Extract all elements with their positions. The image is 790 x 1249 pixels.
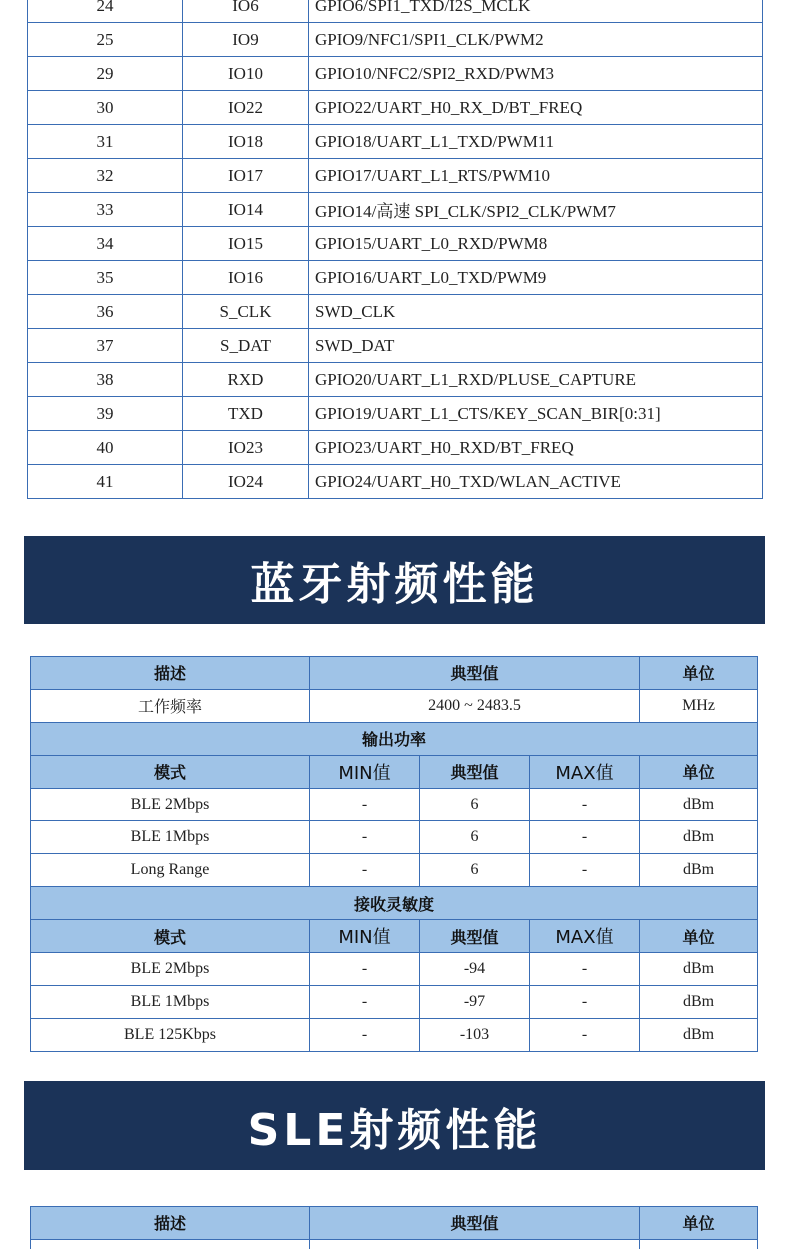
pin-number: 30 [28, 91, 183, 125]
tx-min: - [310, 788, 420, 821]
sle-header-typical: 典型值 [310, 1207, 640, 1240]
tx-unit: dBm [640, 854, 758, 887]
rx-header-unit: 单位 [640, 920, 758, 953]
pin-function: GPIO14/高速 SPI_CLK/SPI2_CLK/PWM7 [309, 193, 763, 227]
sle-cell [640, 1239, 758, 1249]
pin-number: 36 [28, 295, 183, 329]
ble-rf-section-title: 蓝牙射频性能 [250, 559, 539, 610]
tx-header-max: MAX值 [530, 755, 640, 788]
pin-number: 33 [28, 193, 183, 227]
tx-power-title: 输出功率 [31, 722, 758, 755]
pin-name: IO18 [183, 125, 309, 159]
sle-rf-section-title: SLE射频性能 [247, 1104, 542, 1156]
rx-header-min: MIN值 [310, 920, 420, 953]
rx-header-max: MAX值 [530, 920, 640, 953]
freq-typical: 2400 ~ 2483.5 [310, 689, 640, 722]
tx-row [31, 788, 758, 821]
tx-unit: dBm [640, 788, 758, 821]
rx-row [31, 953, 758, 986]
sle-header-desc: 描述 [31, 1207, 310, 1240]
pin-name: RXD [183, 363, 309, 397]
rx-min: - [310, 953, 420, 986]
sle-header-unit: 单位 [640, 1207, 758, 1240]
pin-number: 34 [28, 227, 183, 261]
pin-name: IO16 [183, 261, 309, 295]
pin-row [28, 295, 763, 329]
tx-mode: BLE 1Mbps [31, 821, 310, 854]
tx-max: - [530, 821, 640, 854]
ble-table-header-row [31, 657, 758, 690]
pin-function: GPIO17/UART_L1_RTS/PWM10 [309, 159, 763, 193]
rx-unit: dBm [640, 985, 758, 1018]
pin-name: IO22 [183, 91, 309, 125]
pin-row [28, 125, 763, 159]
pin-function: GPIO19/UART_L1_CTS/KEY_SCAN_BIR[0:31] [309, 397, 763, 431]
tx-row [31, 854, 758, 887]
rx-max: - [530, 953, 640, 986]
pin-name: S_DAT [183, 329, 309, 363]
tx-max: - [530, 854, 640, 887]
pin-row [28, 261, 763, 295]
rx-min: - [310, 985, 420, 1018]
header-typical: 典型值 [310, 657, 640, 690]
tx-typ: 6 [420, 821, 530, 854]
tx-max: - [530, 788, 640, 821]
pin-row [28, 23, 763, 57]
tx-row [31, 821, 758, 854]
pin-row [28, 91, 763, 125]
pin-name: IO10 [183, 57, 309, 91]
sle-rf-spec-table [30, 1206, 758, 1249]
tx-header-min: MIN值 [310, 755, 420, 788]
tx-unit: dBm [640, 821, 758, 854]
sle-cell [31, 1239, 310, 1249]
pin-number: 32 [28, 159, 183, 193]
pin-number: 39 [28, 397, 183, 431]
rx-header-mode: 模式 [31, 920, 310, 953]
pin-number: 24 [28, 0, 183, 23]
pin-row [28, 431, 763, 465]
pin-function-table [27, 0, 763, 499]
tx-mode: BLE 2Mbps [31, 788, 310, 821]
pin-name: IO6 [183, 0, 309, 23]
pin-number: 31 [28, 125, 183, 159]
pin-row [28, 159, 763, 193]
pin-row [28, 465, 763, 499]
pin-function: GPIO20/UART_L1_RXD/PLUSE_CAPTURE [309, 363, 763, 397]
pin-name: IO24 [183, 465, 309, 499]
rx-unit: dBm [640, 953, 758, 986]
rx-mode: BLE 125Kbps [31, 1018, 310, 1051]
rx-min: - [310, 1018, 420, 1051]
rx-unit: dBm [640, 1018, 758, 1051]
ble-freq-row [31, 689, 758, 722]
pin-function: SWD_CLK [309, 295, 763, 329]
pin-number: 38 [28, 363, 183, 397]
pin-number: 29 [28, 57, 183, 91]
rx-mode: BLE 2Mbps [31, 953, 310, 986]
pin-number: 41 [28, 465, 183, 499]
pin-function: GPIO18/UART_L1_TXD/PWM11 [309, 125, 763, 159]
pin-function: GPIO15/UART_L0_RXD/PWM8 [309, 227, 763, 261]
pin-number: 37 [28, 329, 183, 363]
pin-function: SWD_DAT [309, 329, 763, 363]
tx-mode: Long Range [31, 854, 310, 887]
rx-row [31, 1018, 758, 1051]
pin-table-body [28, 0, 763, 499]
rx-typ: -97 [420, 985, 530, 1018]
pin-name: IO14 [183, 193, 309, 227]
tx-header-mode: 模式 [31, 755, 310, 788]
pin-function: GPIO16/UART_L0_TXD/PWM9 [309, 261, 763, 295]
rx-max: - [530, 1018, 640, 1051]
header-desc: 描述 [31, 657, 310, 690]
pin-row [28, 397, 763, 431]
tx-min: - [310, 821, 420, 854]
tx-typ: 6 [420, 788, 530, 821]
freq-desc: 工作频率 [31, 689, 310, 722]
pin-function: GPIO24/UART_H0_TXD/WLAN_ACTIVE [309, 465, 763, 499]
tx-header-unit: 单位 [640, 755, 758, 788]
pin-number: 40 [28, 431, 183, 465]
pin-function: GPIO9/NFC1/SPI1_CLK/PWM2 [309, 23, 763, 57]
header-unit: 单位 [640, 657, 758, 690]
sle-cell [310, 1239, 640, 1249]
pin-function: GPIO6/SPI1_TXD/I2S_MCLK [309, 0, 763, 23]
pin-function: GPIO23/UART_H0_RXD/BT_FREQ [309, 431, 763, 465]
rx-header-typ: 典型值 [420, 920, 530, 953]
pin-name: IO17 [183, 159, 309, 193]
pin-name: TXD [183, 397, 309, 431]
rx-typ: -103 [420, 1018, 530, 1051]
pin-row [28, 0, 763, 23]
sle-rf-section-banner [24, 1081, 765, 1170]
freq-unit: MHz [640, 689, 758, 722]
pin-row [28, 329, 763, 363]
rx-header-row [31, 920, 758, 953]
pin-name: IO9 [183, 23, 309, 57]
rx-max: - [530, 985, 640, 1018]
rx-sensitivity-title: 接收灵敏度 [31, 887, 758, 920]
rx-typ: -94 [420, 953, 530, 986]
rx-mode: BLE 1Mbps [31, 985, 310, 1018]
pin-name: IO15 [183, 227, 309, 261]
rx-sensitivity-section-row [31, 887, 758, 920]
sle-row-partial [31, 1239, 758, 1249]
pin-function: GPIO22/UART_H0_RX_D/BT_FREQ [309, 91, 763, 125]
pin-row [28, 227, 763, 261]
sle-table-header-row [31, 1207, 758, 1240]
tx-min: - [310, 854, 420, 887]
pin-function: GPIO10/NFC2/SPI2_RXD/PWM3 [309, 57, 763, 91]
pin-name: S_CLK [183, 295, 309, 329]
pin-row [28, 363, 763, 397]
ble-rf-spec-table [30, 656, 758, 1052]
tx-typ: 6 [420, 854, 530, 887]
ble-rf-section-banner [24, 536, 765, 624]
pin-row [28, 57, 763, 91]
pin-name: IO23 [183, 431, 309, 465]
pin-number: 35 [28, 261, 183, 295]
pin-number: 25 [28, 23, 183, 57]
tx-header-typ: 典型值 [420, 755, 530, 788]
pin-row [28, 193, 763, 227]
tx-header-row [31, 755, 758, 788]
rx-row [31, 985, 758, 1018]
tx-power-section-row [31, 722, 758, 755]
